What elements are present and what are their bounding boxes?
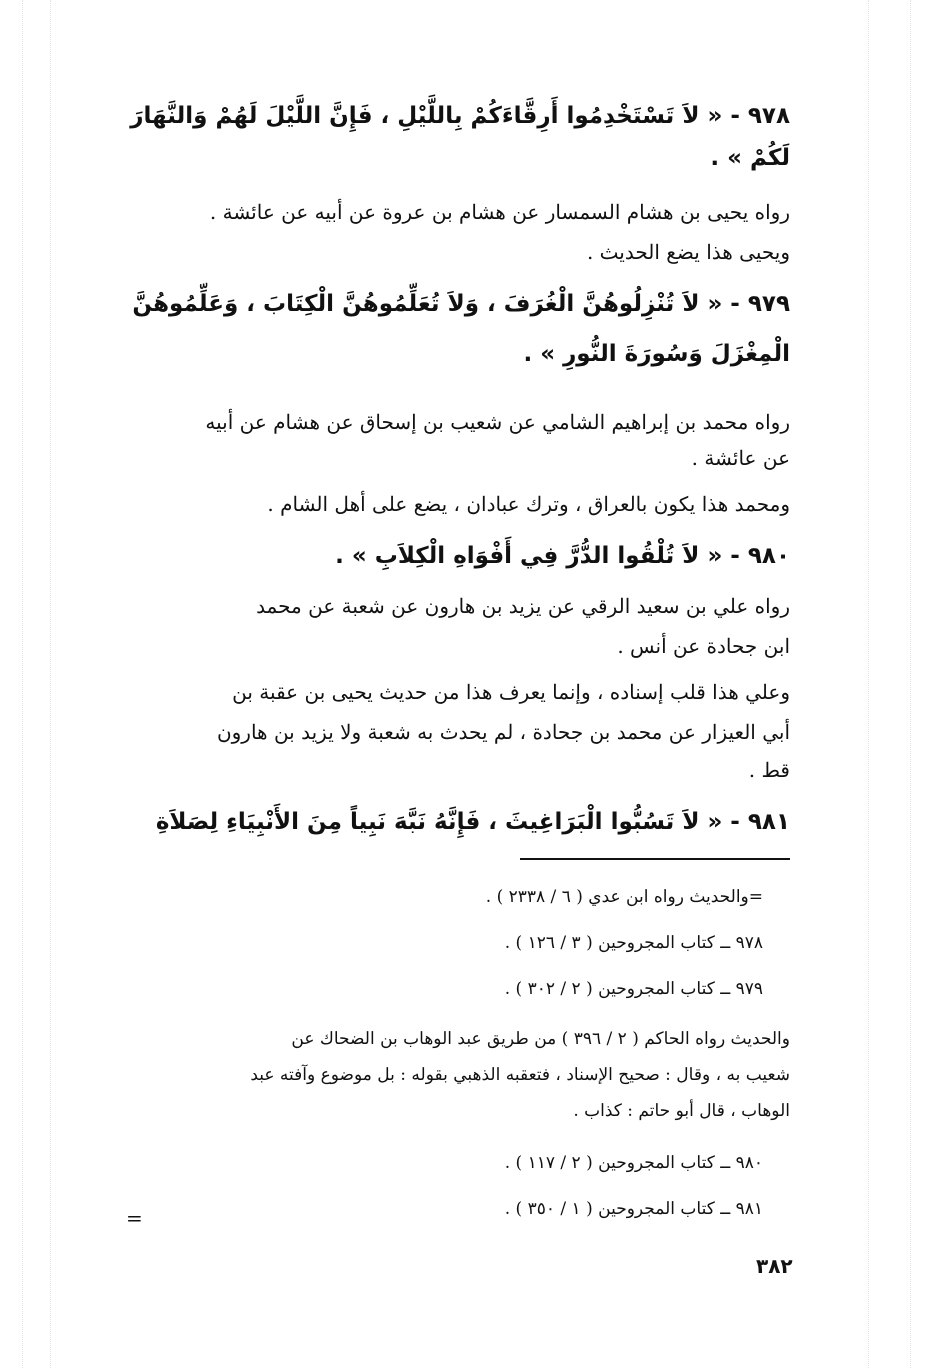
commentary-980-line-3: وعلي هذا قلب إسناده ، وإنما يعرف هذا من حديث يحيى بن عقبة بن	[232, 680, 790, 704]
commentary-979-line-1: رواه محمد بن إبراهيم الشامي عن شعيب بن إسحاق عن هشام عن أبيه	[205, 410, 790, 434]
scan-guide-line	[50, 0, 51, 1368]
hadith-979-line-2: الْمِغْزَلَ وَسُورَةَ النُّورِ » .	[523, 341, 790, 367]
commentary-979-line-2: عن عائشة .	[691, 446, 790, 470]
page-number: ٣٨٢	[756, 1254, 793, 1278]
footnote-note-line-2: شعيب به ، وقال : صحيح الإسناد ، فتعقبه الذهبي بقوله : بل موضوع وآفته عبد	[250, 1065, 790, 1085]
commentary-980-line-1: رواه علي بن سعيد الرقي عن يزيد بن هارون عن شعبة عن محمد	[256, 594, 790, 618]
continuation-mark: =	[126, 1206, 143, 1230]
hadith-980-line-1: ٩٨٠ - « لاَ تُلْقُوا الدُّرَّ فِي أَفْوَاهِ الْكِلاَبِ » .	[335, 543, 790, 569]
scan-guide-line	[22, 0, 23, 1368]
commentary-980-line-4: أبي العيزار عن محمد بن جحادة ، لم يحدث به شعبة ولا يزيد بن هارون	[216, 720, 790, 744]
hadith-978-line-1: ٩٧٨ - « لاَ تَسْتَخْدِمُوا أَرِقَّاءَكُمْ بِاللَّيْلِ ، فَإِنَّ اللَّيْلَ لَهُمْ وَالنَّهَارَ	[130, 103, 790, 129]
hadith-981-line-1: ٩٨١ - « لاَ تَسُبُّوا الْبَرَاغِيثَ ، فَإِنَّهُ نَبَّهَ نَبِياً مِنَ الأَنْبِيَاءِ لِصَلاَةِ	[155, 809, 790, 835]
footnote-980: ٩٨٠ ــ كتاب المجروحين ( ٢ / ١١٧ ) .	[504, 1153, 763, 1173]
commentary-980-line-5: قط .	[748, 758, 790, 782]
footnote-note-line-3: الوهاب ، قال أبو حاتم : كذاب .	[573, 1101, 790, 1121]
hadith-979-line-1: ٩٧٩ - « لاَ تُنْزِلُوهُنَّ الْغُرَفَ ، وَلاَ تُعَلِّمُوهُنَّ الْكِتَابَ ، وَعَلِّمُوهُنَّ	[132, 291, 790, 317]
footnote-979: ٩٧٩ ــ كتاب المجروحين ( ٢ / ٣٠٢ ) .	[504, 979, 763, 999]
scan-guide-line	[910, 0, 911, 1368]
commentary-978-line-2: ويحيى هذا يضع الحديث .	[586, 240, 790, 264]
scan-guide-line	[868, 0, 869, 1368]
footnote-981: ٩٨١ ــ كتاب المجروحين ( ١ / ٣٥٠ ) .	[504, 1199, 763, 1219]
commentary-978-line-1: رواه يحيى بن هشام السمسار عن هشام بن عروة عن أبيه عن عائشة .	[209, 200, 790, 224]
footnote-separator	[520, 858, 790, 860]
footnote-978: ٩٧٨ ــ كتاب المجروحين ( ٣ / ١٢٦ ) .	[504, 933, 763, 953]
hadith-978-line-2: لَكُمْ » .	[710, 145, 790, 171]
footnote-note-line-1: والحديث رواه الحاكم ( ٢ / ٣٩٦ ) من طريق عبد الوهاب بن الضحاك عن	[291, 1029, 790, 1049]
commentary-979-line-3: ومحمد هذا يكون بالعراق ، وترك عبادان ، يضع على أهل الشام .	[267, 492, 790, 516]
commentary-980-line-2: ابن جحادة عن أنس .	[617, 634, 790, 658]
footnote-continuation: =والحديث رواه ابن عدي ( ٦ / ٢٣٣٨ ) .	[485, 887, 763, 907]
